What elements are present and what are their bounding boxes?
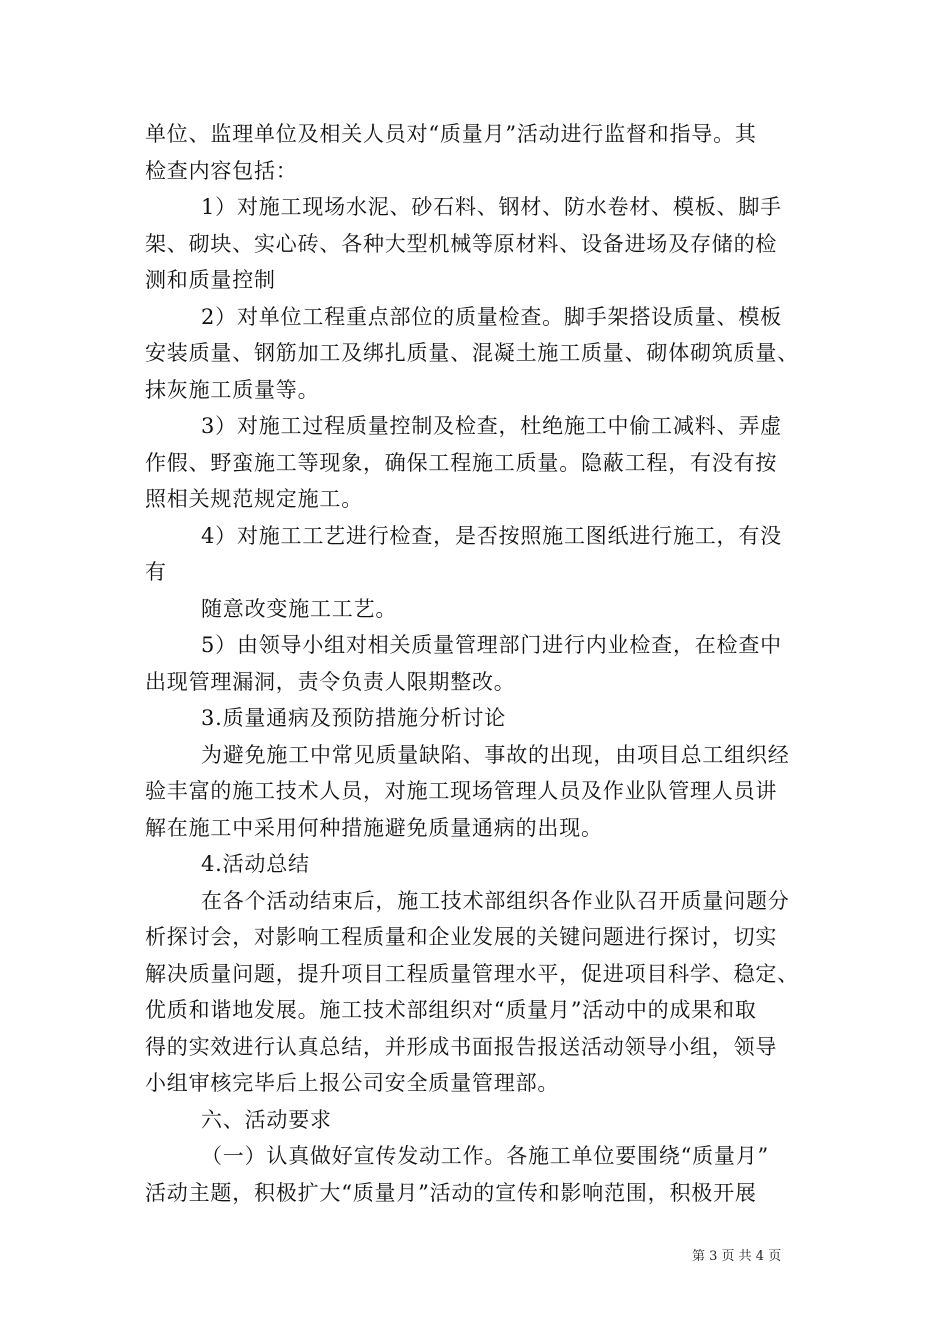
text-line: 照相关规范规定施工。	[145, 487, 363, 511]
text-line: 活动主题，积极扩大“质量月”活动的宣传和影响范围，积极开展	[145, 1180, 757, 1205]
text-line: 在各个活动结束后，施工技术部组织各作业队召开质量问题分	[201, 888, 790, 913]
text-line: 4.活动总结	[201, 852, 310, 876]
text-line: 测和质量控制	[145, 268, 276, 292]
text-line: 得的实效进行认真总结，并形成书面报告报送活动领导小组，领导	[145, 1034, 778, 1059]
text-line: 六、活动要求	[201, 1107, 332, 1132]
text-line: 3.质量通病及预防措施分析讨论	[201, 706, 507, 730]
text-line: 检查内容包括：	[145, 158, 298, 183]
text-line: 随意改变施工工艺。	[201, 596, 398, 621]
text-line: 单位、监理单位及相关人员对“质量月”活动进行监督和指导。其	[145, 122, 757, 146]
document-body	[145, 116, 815, 1211]
text-line: 解决质量问题，提升项目工程质量管理水平，促进项目科学、稳定、	[145, 961, 799, 986]
text-line: 有	[145, 560, 167, 584]
text-line: 架、砌块、实心砖、各种大型机械等原材料、设备进场及存储的检	[145, 231, 778, 256]
text-line: 析探讨会，对影响工程质量和企业发展的关键问题进行探讨，切实	[145, 925, 778, 949]
text-line: 为避免施工中常见质量缺陷、事故的出现，由项目总工组织经	[201, 742, 790, 767]
text-line: 1）对施工现场水泥、砂石料、钢材、防水卷材、模板、脚手	[201, 195, 782, 219]
text-line: 解在施工中采用何种措施避免质量通病的出现。	[145, 815, 603, 840]
text-line: （一）认真做好宣传发动工作。各施工单位要围绕“质量月”	[201, 1144, 770, 1168]
text-line: 2）对单位工程重点部位的质量检查。脚手架搭设质量、模板	[201, 304, 782, 329]
text-line: 安装质量、钢筋加工及绑扎质量、混凝土施工质量、砌体砌筑质量、	[145, 341, 799, 365]
text-line: 验丰富的施工技术人员，对施工现场管理人员及作业队管理人员讲	[145, 779, 778, 803]
text-line: 出现管理漏洞，责令负责人限期整改。	[145, 669, 516, 694]
page-number: 第 3 页 共 4 页	[692, 1249, 782, 1264]
text-line: 抹灰施工质量等。	[145, 377, 320, 402]
text-line: 5）由领导小组对相关质量管理部门进行内业检查，在检查中	[201, 633, 782, 657]
text-line: 4）对施工工艺进行检查，是否按照施工图纸进行施工，有没	[201, 523, 782, 548]
text-line: 优质和谐地发展。施工技术部组织对“质量月”活动中的成果和取	[145, 998, 757, 1022]
text-line: 作假、野蛮施工等现象，确保工程施工质量。隐蔽工程，有没有按	[145, 450, 778, 475]
text-line: 3）对施工过程质量控制及检查，杜绝施工中偷工减料、弄虚	[201, 414, 782, 438]
text-line: 小组审核完毕后上报公司安全质量管理部。	[145, 1071, 560, 1095]
